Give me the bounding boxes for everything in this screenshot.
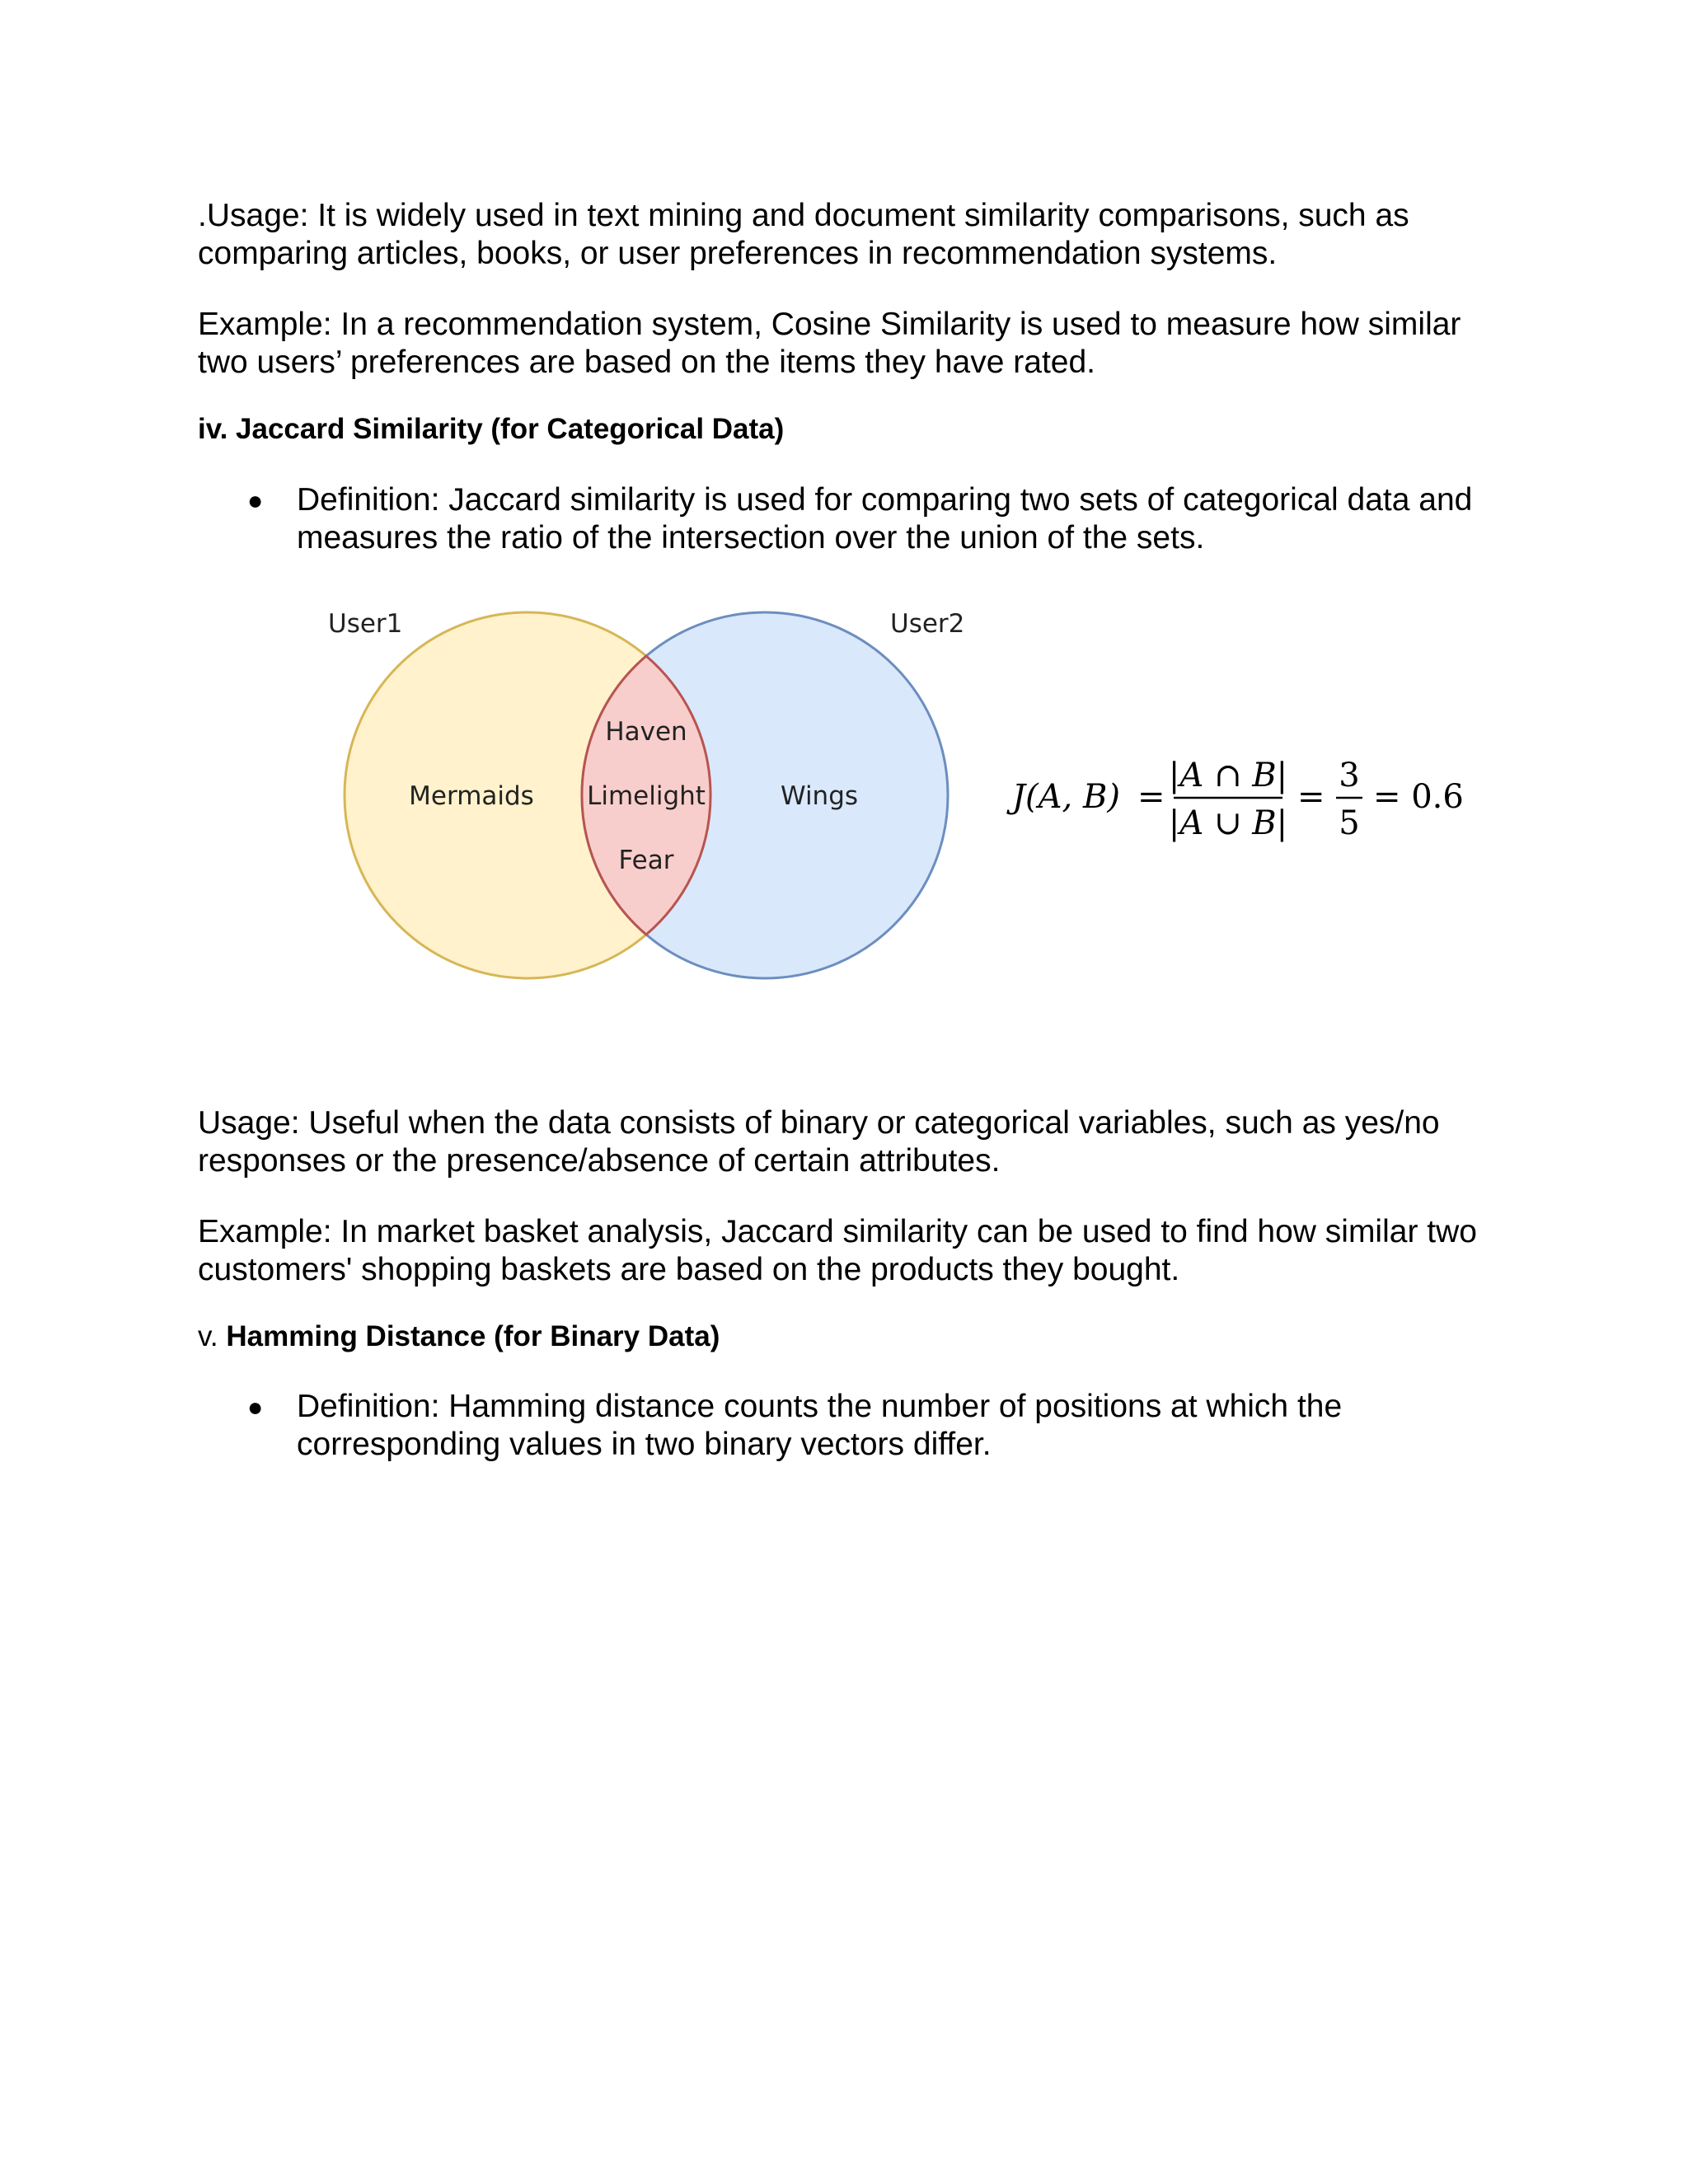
venn-item-fear: Fear (618, 846, 674, 875)
formula-denominator: |A ∪ B| (1168, 804, 1288, 842)
bullet-item-jaccard-definition (198, 481, 1484, 557)
bullet-text: Definition: Hamming distance counts the number of positions at which the corresponding values in two binary vectors differ. (297, 1389, 1343, 1462)
formula-fraction-denominator: 5 (1339, 804, 1360, 842)
section-heading-hamming (198, 1319, 720, 1355)
usage-paragraph-cosine: .Usage: It is widely used in text mining and document similarity comparisons, such as comparing articles, books, or user preferences in recommendation systems. (198, 198, 1409, 271)
usage-paragraph-jaccard: Usage: Useful when the data consists of binary or categorical variables, such as yes/no responses or the presence/absence of certain attributes. (198, 1105, 1440, 1179)
venn-diagram (313, 602, 989, 997)
venn-item-mermaids: Mermaids (409, 781, 534, 811)
section-heading-hamming-title: Hamming Distance (for Binary Data) (226, 1320, 720, 1352)
section-heading-hamming-prefix: v. (198, 1320, 227, 1352)
example-paragraph-jaccard: Example: In market basket analysis, Jaccard similarity can be used to find how similar two customers' shopping baskets are based on the products they bought. (198, 1214, 1477, 1287)
bullet-item-hamming-definition (198, 1388, 1484, 1464)
venn-label-user1: User1 (328, 609, 403, 639)
venn-item-haven: Haven (605, 717, 687, 747)
formula-equals-1: = (1137, 778, 1165, 816)
section-heading-jaccard: iv. Jaccard Similarity (for Categorical Data) (198, 413, 785, 445)
example-paragraph-cosine: Example: In a recommendation system, Cosine Similarity is used to measure how similar two users’ preferences are based on the items they have rated. (198, 307, 1461, 380)
formula-numerator: |A ∩ B| (1168, 757, 1288, 794)
formula-equals-2: = (1297, 778, 1325, 816)
bullet-icon: ● (247, 1392, 264, 1422)
venn-item-limelight: Limelight (587, 781, 706, 811)
formula-lhs: J(A, B) (1012, 778, 1120, 816)
bullet-text: Definition: Jaccard similarity is used for comparing two sets of categorical data and measures the ratio of the intersection over the union of the sets. (297, 482, 1473, 555)
formula-result: = 0.6 (1373, 778, 1464, 816)
venn-label-user2: User2 (890, 609, 965, 639)
jaccard-formula (1004, 742, 1482, 857)
venn-item-wings: Wings (780, 781, 859, 811)
bullet-icon: ● (247, 485, 264, 515)
formula-fraction-numerator: 3 (1339, 757, 1360, 794)
